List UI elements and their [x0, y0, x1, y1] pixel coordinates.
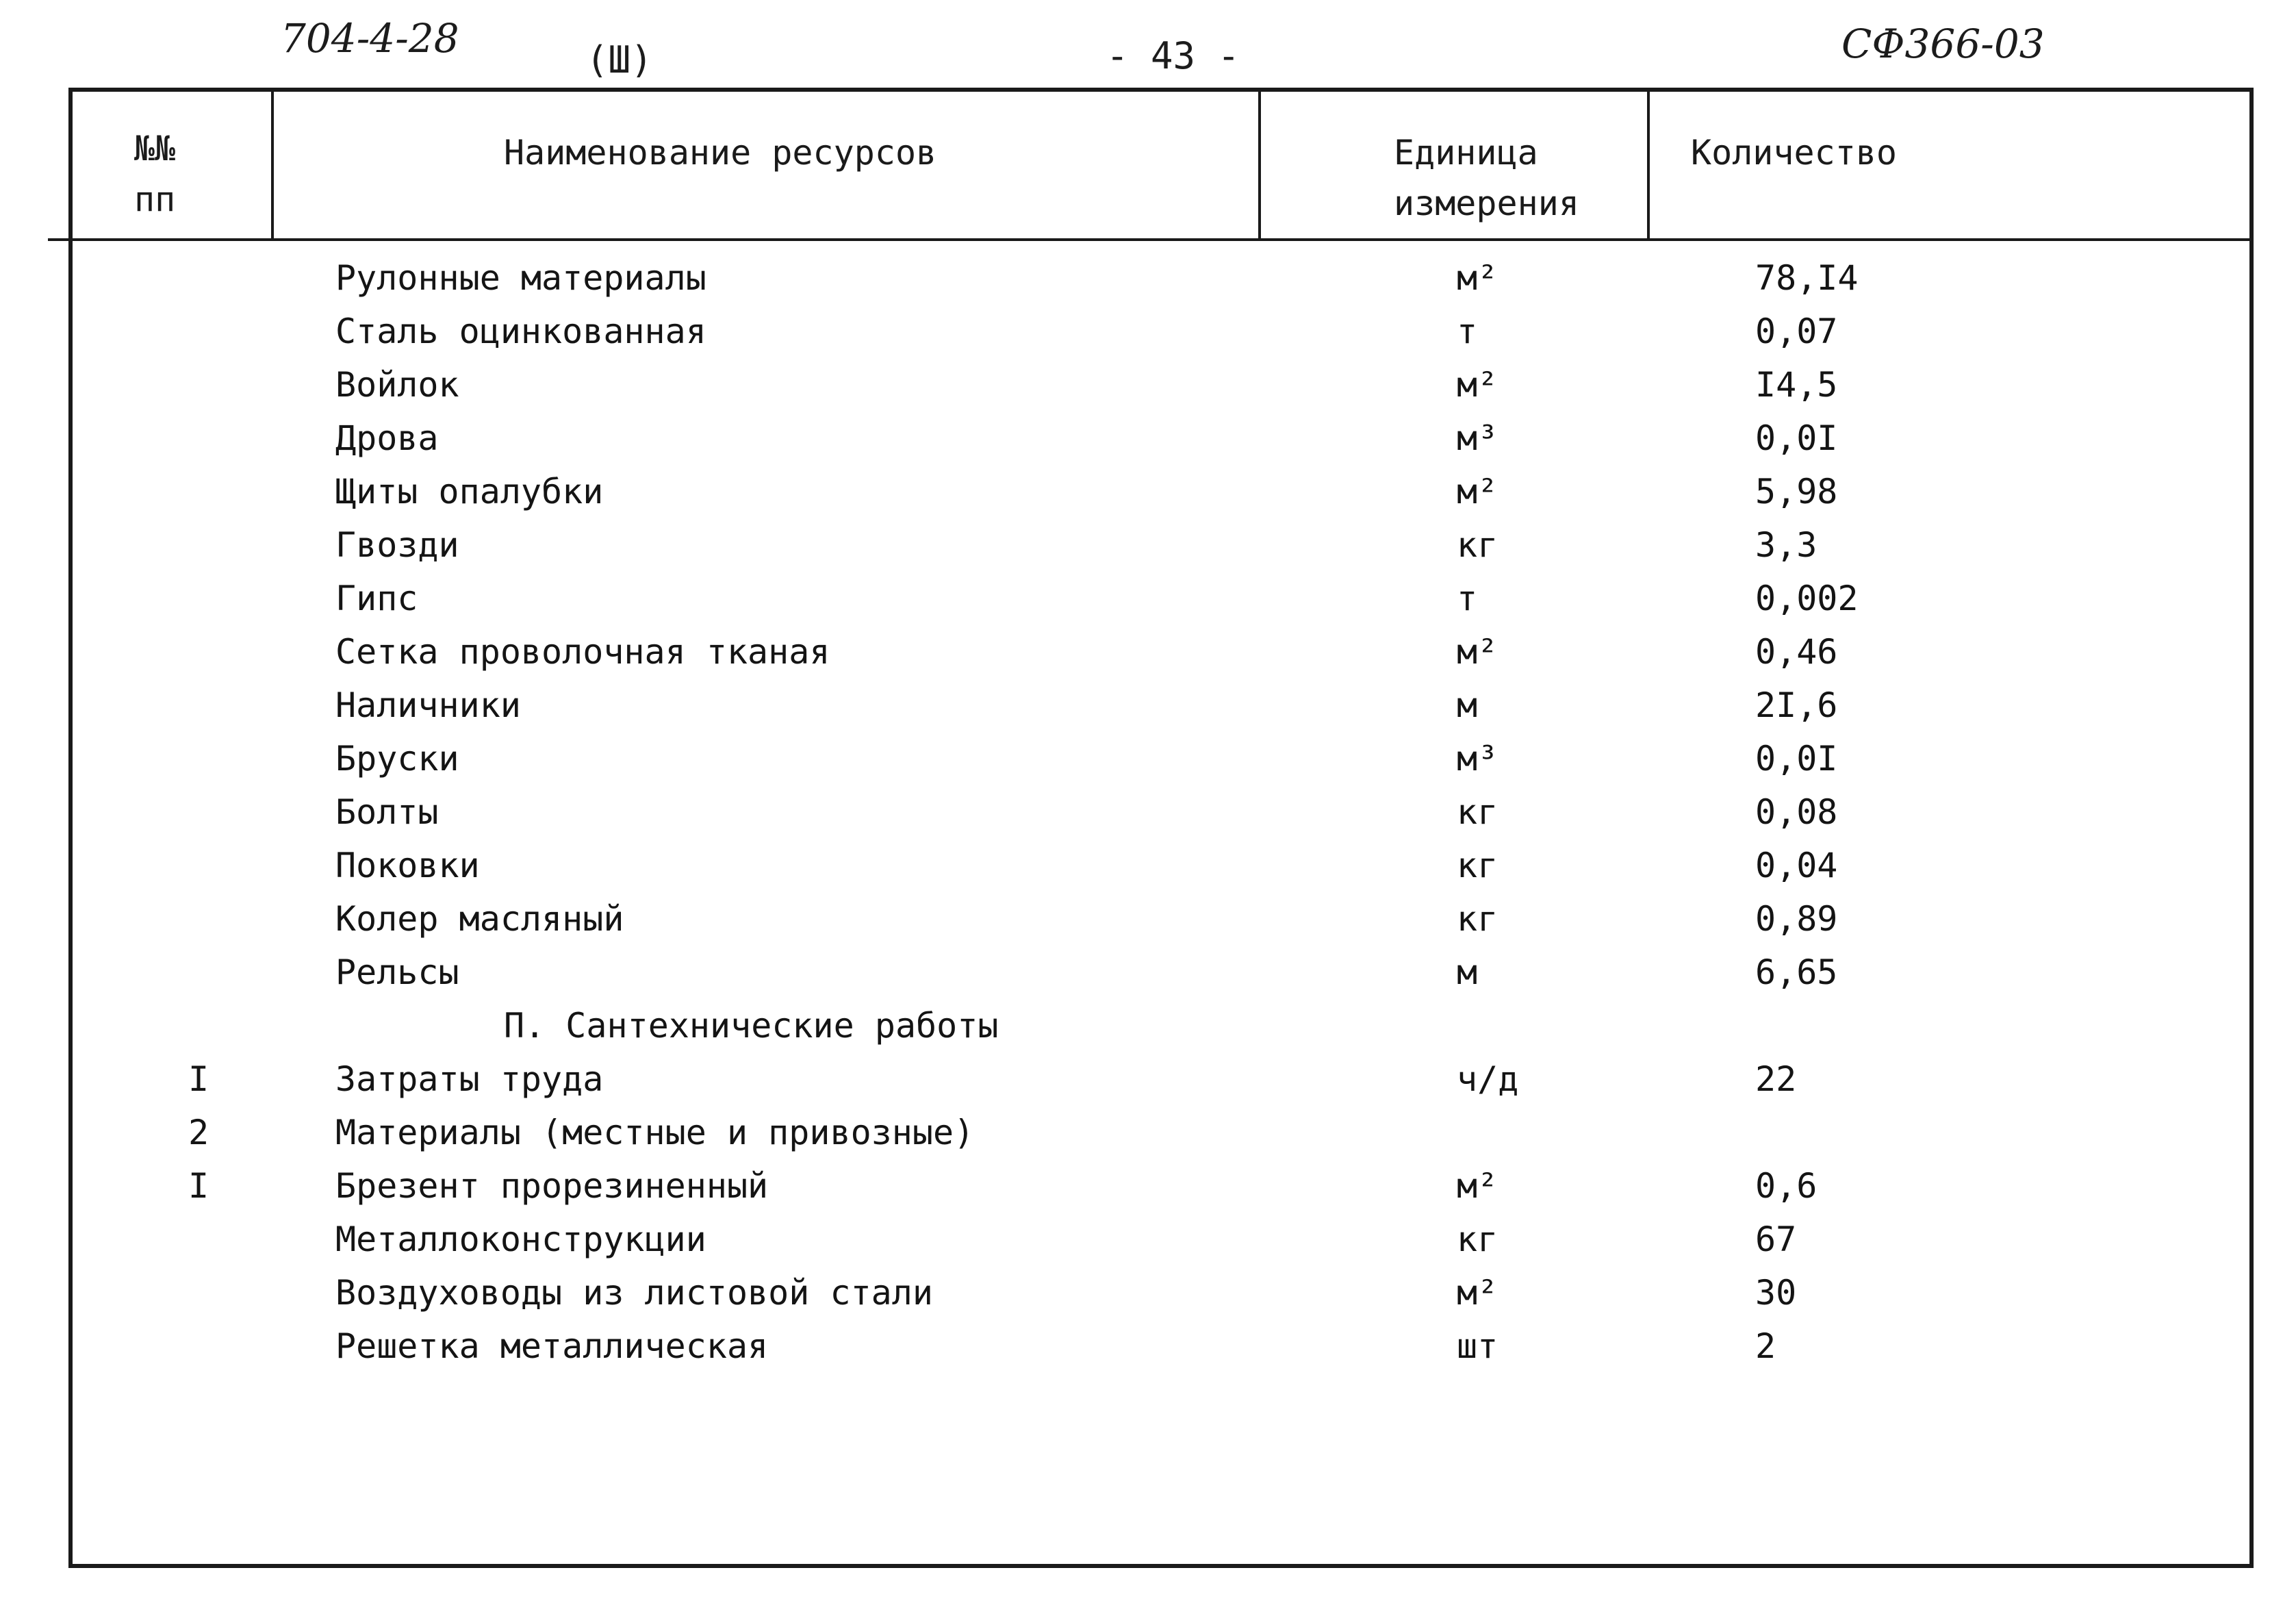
unit-of-measure: т [1457, 579, 1478, 618]
quantity-value: 3,3 [1755, 525, 1817, 565]
resource-name: Сетка проволочная тканая [335, 632, 830, 672]
resource-name: Бруски [335, 739, 459, 779]
quantity-value: 0,46 [1755, 632, 1838, 672]
resource-name: Материалы (местные и привозные) [335, 1113, 975, 1152]
unit-of-measure: кг [1457, 846, 1498, 885]
unit-of-measure: м² [1457, 1166, 1498, 1206]
resource-name: Рельсы [335, 952, 459, 992]
section-heading: П. Сантехнические работы [504, 1006, 999, 1046]
quantity-value: 0,0I [1755, 418, 1838, 458]
quantity-value: 0,6 [1755, 1166, 1817, 1206]
quantity-value: 22 [1755, 1059, 1797, 1099]
resource-name: Металлоконструкции [335, 1219, 706, 1259]
unit-of-measure: м² [1457, 258, 1498, 298]
quantity-value: 0,0I [1755, 739, 1838, 779]
page-number: - 43 - [1106, 34, 1240, 77]
header-name: Наименование ресурсов [504, 133, 937, 173]
quantity-value: 2I,6 [1755, 685, 1838, 725]
col-divider-2 [1258, 90, 1261, 240]
resource-name: Колер масляный [335, 899, 624, 939]
resource-name: Дрова [335, 418, 439, 458]
unit-of-measure: кг [1457, 792, 1498, 832]
header-unit [1394, 127, 1579, 229]
resource-name: Щиты опалубки [335, 472, 604, 511]
quantity-value: 67 [1755, 1219, 1797, 1259]
resource-name: Болты [335, 792, 439, 832]
resource-name: Сталь оцинкованная [335, 312, 706, 351]
quantity-value: 2 [1755, 1326, 1776, 1366]
header-no [134, 123, 175, 225]
unit-of-measure: м [1457, 952, 1478, 992]
quantity-value: 0,07 [1755, 312, 1838, 351]
section-mark: (Ш) [586, 38, 653, 81]
unit-of-measure: кг [1457, 1219, 1498, 1259]
resource-name: Затраты труда [335, 1059, 604, 1099]
resource-name: Гвозди [335, 525, 459, 565]
unit-of-measure: м [1457, 685, 1478, 725]
col-divider-1 [271, 90, 274, 240]
resource-name: Брезент прорезиненный [335, 1166, 769, 1206]
unit-of-measure: кг [1457, 899, 1498, 939]
resource-name: Решетка металлическая [335, 1326, 769, 1366]
resource-name: Поковки [335, 846, 480, 885]
quantity-value: 0,002 [1755, 579, 1859, 618]
resource-name: Войлок [335, 365, 459, 405]
unit-of-measure: м² [1457, 1273, 1498, 1313]
unit-of-measure: м² [1457, 472, 1498, 511]
quantity-value: 30 [1755, 1273, 1797, 1313]
header-no-line2: пп [134, 179, 176, 219]
header-unit-line1: Единица [1394, 133, 1538, 173]
quantity-value: 5,98 [1755, 472, 1838, 511]
quantity-value: 78,I4 [1755, 258, 1859, 298]
quantity-value: 0,08 [1755, 792, 1838, 832]
quantity-value: 6,65 [1755, 952, 1838, 992]
header-unit-line2: измерения [1394, 184, 1579, 223]
unit-of-measure: м³ [1457, 739, 1498, 779]
header-no-line1: №№ [134, 129, 176, 168]
resource-name: Наличники [335, 685, 521, 725]
row-number: I [188, 1166, 209, 1206]
resource-name: Рулонные материалы [335, 258, 706, 298]
sheet-code: СФ366-03 [1841, 21, 2045, 67]
quantity-value: 0,89 [1755, 899, 1838, 939]
doc-code: 704-4-28 [281, 15, 459, 62]
unit-of-measure: м³ [1457, 418, 1498, 458]
quantity-value: I4,5 [1755, 365, 1838, 405]
unit-of-measure: шт [1457, 1326, 1498, 1366]
resource-name: Гипс [335, 579, 418, 618]
header-rule [48, 238, 2254, 241]
col-divider-3 [1647, 90, 1650, 240]
unit-of-measure: м² [1457, 632, 1498, 672]
unit-of-measure: т [1457, 312, 1478, 351]
header-qty: Количество [1691, 133, 1898, 173]
resource-name: Воздуховоды из листовой стали [335, 1273, 933, 1313]
row-number: I [188, 1059, 209, 1099]
unit-of-measure: кг [1457, 525, 1498, 565]
quantity-value: 0,04 [1755, 846, 1838, 885]
unit-of-measure: ч/д [1457, 1059, 1519, 1099]
row-number: 2 [188, 1113, 209, 1152]
unit-of-measure: м² [1457, 365, 1498, 405]
